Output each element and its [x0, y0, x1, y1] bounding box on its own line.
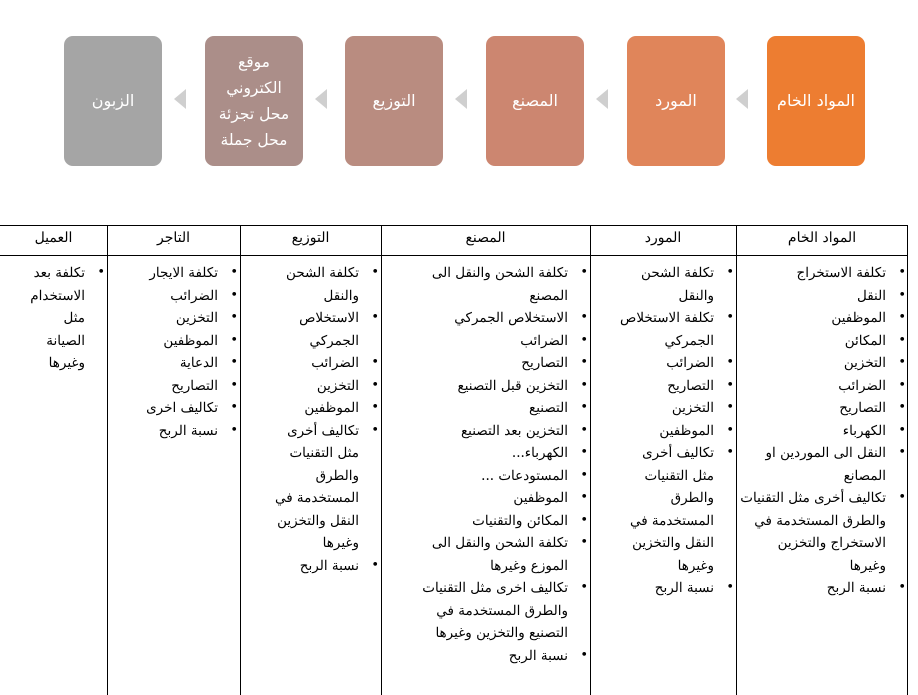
arrow-left-icon: [736, 89, 748, 109]
list-item: • نسبة الربح: [137, 420, 218, 443]
list-item: • التصاريح: [740, 397, 886, 420]
table-column-client: [0, 225, 107, 695]
cost-list: [590, 262, 736, 600]
list-item: • التخزين: [137, 307, 218, 330]
list-item: • التصاريح: [620, 375, 714, 398]
flow-box-raw-materials: [767, 36, 865, 166]
list-item: • نسبة الربح: [411, 645, 568, 668]
arrow-left-icon: [315, 89, 327, 109]
list-item: • تكلفة الايجار: [137, 262, 218, 285]
flow-box-label: المصنع: [512, 91, 558, 110]
flow-box-label: موقع الكتروني محل تجزئة محل جملة: [218, 53, 290, 149]
list-item: • التصاريح: [411, 352, 568, 375]
list-item: • الموظفين: [137, 330, 218, 353]
list-item: • الدعاية: [137, 352, 218, 375]
table-column-factory: [381, 225, 590, 695]
flow-box-label: المورد: [655, 91, 697, 110]
table-column-distribution: [240, 225, 381, 695]
list-item: • الضرائب: [137, 285, 218, 308]
list-item: • تكلفة الشحن والنقل: [270, 262, 359, 307]
list-item: • تكاليف أخرى مثل التقنيات والطرق المستخدمة في النقل والتخزين وغيرها: [620, 442, 714, 577]
flow-box-factory: [486, 36, 584, 166]
cost-list: [736, 262, 908, 600]
list-item: • تكلفة الاستخراج: [740, 262, 886, 285]
list-item: • النقل الى الموردين او المصانع: [740, 442, 886, 487]
flow-box-retail: [205, 36, 303, 166]
list-item: • الاستخلاص الجمركي: [270, 307, 359, 352]
table-column-supplier: [590, 225, 736, 695]
list-item: • التخزين بعد التصنيع: [411, 420, 568, 443]
list-item: • التخزين: [270, 375, 359, 398]
flow-box-label: الزبون: [91, 91, 135, 110]
list-item: • المستودعات ...: [411, 465, 568, 488]
flow-box-distribution: [345, 36, 443, 166]
column-divider: [590, 225, 591, 695]
list-item: • المكائن: [740, 330, 886, 353]
flow-box-label: التوزيع: [372, 91, 416, 110]
list-item: • الاستخلاص الجمركي: [411, 307, 568, 330]
column-divider: [107, 225, 108, 695]
column-divider: [907, 225, 908, 695]
list-item: • نسبة الربح: [740, 577, 886, 600]
column-header: التاجر: [107, 225, 240, 256]
list-item: • التخزين: [740, 352, 886, 375]
list-item: • الموظفين: [411, 487, 568, 510]
cost-list: [107, 262, 240, 442]
column-divider: [736, 225, 737, 695]
list-item: • الضرائب: [620, 352, 714, 375]
flow-box-supplier: [627, 36, 725, 166]
list-item: • التصاريح: [137, 375, 218, 398]
list-item: • التصنيع: [411, 397, 568, 420]
column-header: التوزيع: [240, 225, 381, 256]
list-item: • المكائن والتقنيات: [411, 510, 568, 533]
list-item: • تكاليف اخرى مثل التقنيات والطرق المستخدمة في التصنيع والتخزين وغيرها: [411, 577, 568, 645]
table-column-merchant: [107, 225, 240, 695]
flow-box-customer: [64, 36, 162, 166]
column-header: المصنع: [381, 225, 590, 256]
list-item: • تكاليف اخرى: [137, 397, 218, 420]
list-item: • الموظفين: [270, 397, 359, 420]
arrow-left-icon: [455, 89, 467, 109]
list-item: • تكلفة الشحن والنقل: [620, 262, 714, 307]
list-item: • الكهرباء...: [411, 442, 568, 465]
column-header: المورد: [590, 225, 736, 256]
list-item: • الضرائب: [270, 352, 359, 375]
list-item: • تكاليف أخرى مثل التقنيات والطرق المستخدمة في الاستخراج والتخزين وغيرها: [740, 487, 886, 577]
list-item: • التخزين قبل التصنيع: [411, 375, 568, 398]
list-item: • النقل: [740, 285, 886, 308]
column-header: المواد الخام: [736, 225, 908, 256]
cost-list: [0, 262, 107, 375]
cost-list: [240, 262, 381, 577]
list-item: • التخزين: [620, 397, 714, 420]
list-item: • تكلفة الشحن والنقل الى الموزع وغيرها: [411, 532, 568, 577]
list-item: • الضرائب: [411, 330, 568, 353]
arrow-left-icon: [174, 89, 186, 109]
cost-list: [381, 262, 590, 667]
list-item: • تكلفة بعد الاستخدام مثل الصيانة وغيرها: [30, 262, 85, 375]
list-item: • تكلفة الشحن والنقل الى المصنع: [411, 262, 568, 307]
list-item: • نسبة الربح: [620, 577, 714, 600]
list-item: • تكاليف أخرى مثل التقنيات والطرق المستخدمة في النقل والتخزين وغيرها: [270, 420, 359, 555]
table-column-raw-materials: [736, 225, 908, 695]
flow-box-label: المواد الخام: [777, 91, 855, 110]
column-header: العميل: [0, 225, 107, 256]
arrow-left-icon: [596, 89, 608, 109]
list-item: • تكلفة الاستخلاص الجمركي: [620, 307, 714, 352]
list-item: • الموظفين: [620, 420, 714, 443]
list-item: • الضرائب: [740, 375, 886, 398]
list-item: • الموظفين: [740, 307, 886, 330]
list-item: • نسبة الربح: [270, 555, 359, 578]
cost-table: [0, 225, 908, 695]
list-item: • الكهرباء: [740, 420, 886, 443]
column-divider: [381, 225, 382, 695]
column-divider: [240, 225, 241, 695]
